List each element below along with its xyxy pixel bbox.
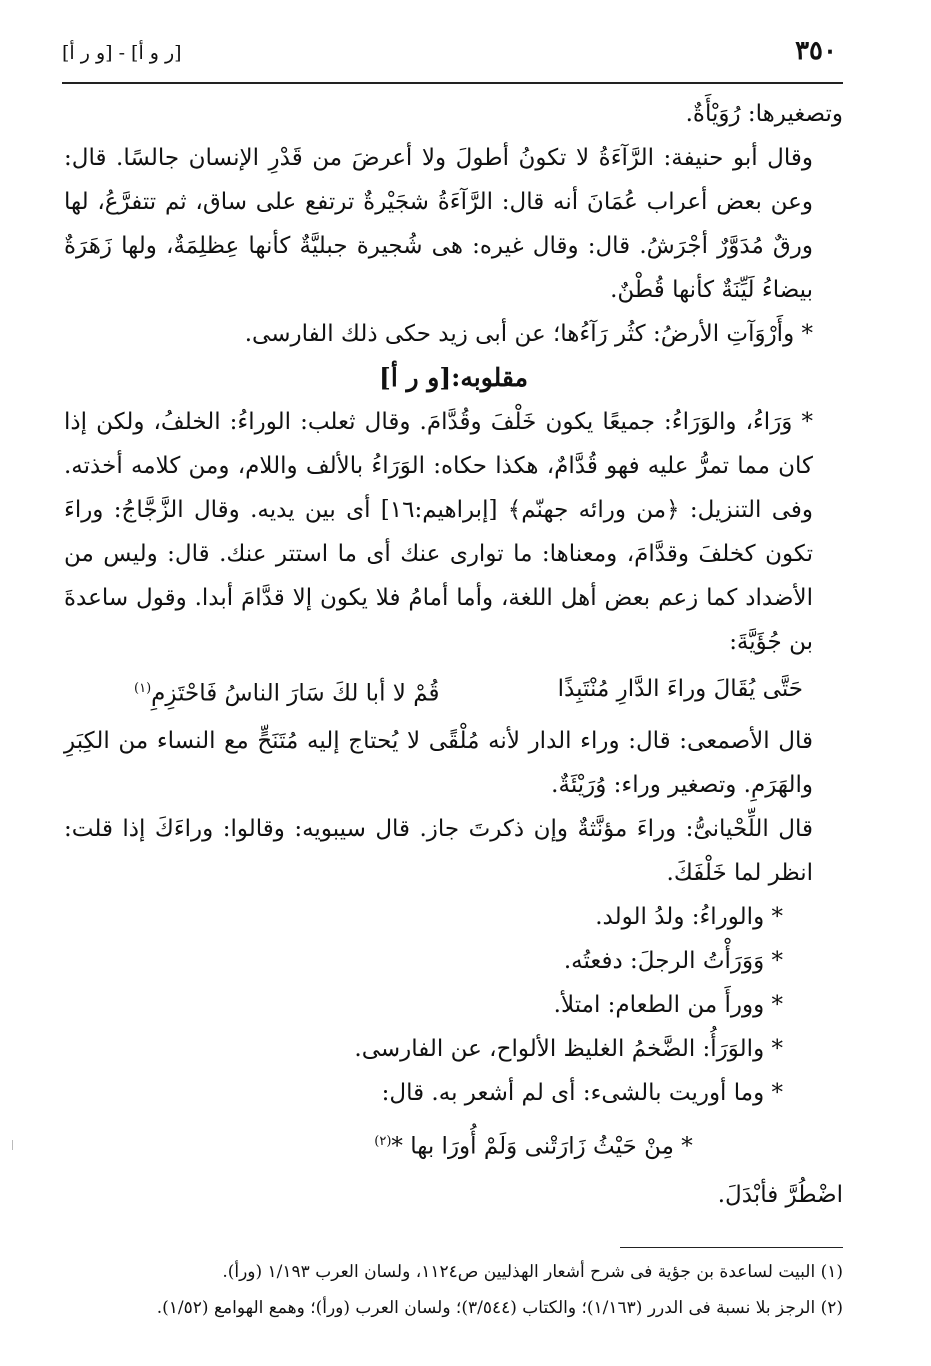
header-rule [62, 82, 843, 84]
paragraph: * والوراءُ: ولدُ الولد. [595, 903, 783, 930]
footnote-marker: (١) [134, 681, 152, 696]
verse-text: * مِنْ حَيْثُ زَارَتْنى وَلَمْ أُورَا بها * [391, 1133, 693, 1160]
paragraph: * وَرَاءُ، والوَرَاءُ: جميعًا يكون خَلْفَ وقُدَّامَ. وقال ثعلب: الوراءُ: الخلفُ، ولكن إذا كان مما تمرُّ عليه فهو قُدَّامٌ، هكذا حكاه: الوَرَاءُ بالألف واللام، ومن كلامه أخذته. وفى التنزيل: ﴿من ورائه جهنّم﴾ [إبراهيم:١٦] أى بين يديه. وقال الزَّجَّاجُ: وراءَ تكون كخلفَ وقدَّامَ، ومعناها: ما توارى عنك أى ما استتر عنك. قال: وليس من الأضداد كما زعم بعض أهل اللغة، وأما أمامُ فلا يكون إلا قدَّامَ أبدا. وقول ساعدةَ بن جُؤَيَّةَ: [64, 409, 813, 655]
paragraph: قال اللِّحْيانىُّ: وراءَ مؤنَّثةٌ وإن ذكرتَ جاز. قال سيبويه: وقالوا: وراءَكَ إذا قلت: انظر لما خَلْفَكَ. [64, 815, 813, 886]
footnotes [64, 1254, 843, 1326]
paragraph: * وورأَ من الطعام: امتلأ. [553, 991, 783, 1018]
verse-line [64, 664, 843, 719]
footnote-rule [620, 1247, 843, 1248]
footnote-marker: (٢) [374, 1133, 392, 1149]
verse-line [64, 1115, 843, 1174]
paragraph: قال الأصمعى: قال: وراء الدار لأنه مُلْقًى لا يُحتاج إليه مُتَنَحٍّ مع النساء من الكِبَرِ والهَرَمِ. وتصغير وراء: وُرَيْئَةٌ. [64, 727, 813, 798]
running-head: [ر و أ] - [و ر أ] [62, 42, 182, 64]
page-number: ٣٥٠ [795, 36, 837, 66]
paragraph: * والوَرَأُ: الضَّخمُ الغليظ الألواح، عن الفارسى. [354, 1035, 783, 1062]
paragraph: * وأَرْوَآتِ الأرضُ: كثُر رَآءُها؛ عن أبى زيد حكى ذلك الفارسى. [244, 321, 813, 347]
paragraph: وتصغيرها: رُوَيْأَةٌ. [685, 101, 843, 127]
footnote: (٢) الرجز بلا نسبة فى الدرر (١/١٦٣)؛ والكتاب (٣/٥٤٤)؛ ولسان العرب (ورأ)؛ وهمع الهوامع (١/٥٢). [156, 1298, 843, 1318]
paragraph: * وما أوريت بالشىء: أى لم أشعر به. قال: [381, 1079, 783, 1106]
main-text [64, 92, 843, 1217]
paragraph: اضْطُرَّ فأبْدَلَ. [717, 1182, 843, 1209]
verse-hemistich-left [134, 664, 440, 719]
margin-mark [12, 1140, 13, 1150]
paragraph: * وَوَرَأْتُ الرجلَ: دفعتُه. [563, 947, 783, 974]
verse-hemistich-right: حَتَّى يُقَالَ وراءَ الدَّارِ مُنْتَبِذًا [557, 676, 803, 702]
footnote: (١) البيت لساعدة بن جؤية فى شرح أشعار الهذليين ص١١٢٤، ولسان العرب ١/١٩٣ (ورأ). [222, 1262, 843, 1282]
page-header [62, 34, 843, 78]
verse-hemistich-text: قُمْ لا أبا لكَ سَارَ الناسُ فَاحْتَزِمِ [151, 680, 440, 707]
section-title: مقلوبه:[و ر أ] [379, 363, 528, 392]
paragraph: وقال أبو حنيفة: الرَّآءَةُ لا تكونُ أطولَ ولا أعرضَ من قَدْرِ الإنسان جالسًا. قال: وعن بعض أعراب عُمَانَ أنه قال: الرَّآءَةُ شجَيْرةٌ ترتفع على ساق، ثم تتفرَّعُ، لها ورقٌ مُدَوَّرٌ أجْرَشُ. قال: وقال غيره: هى شُجيرة جبليَّةٌ كأنها عِظلِمَةٌ، ولها زَهَرَةٌ بيضاءُ لَيِّنَةٌ كأنها قُطْنٌ. [64, 145, 813, 303]
